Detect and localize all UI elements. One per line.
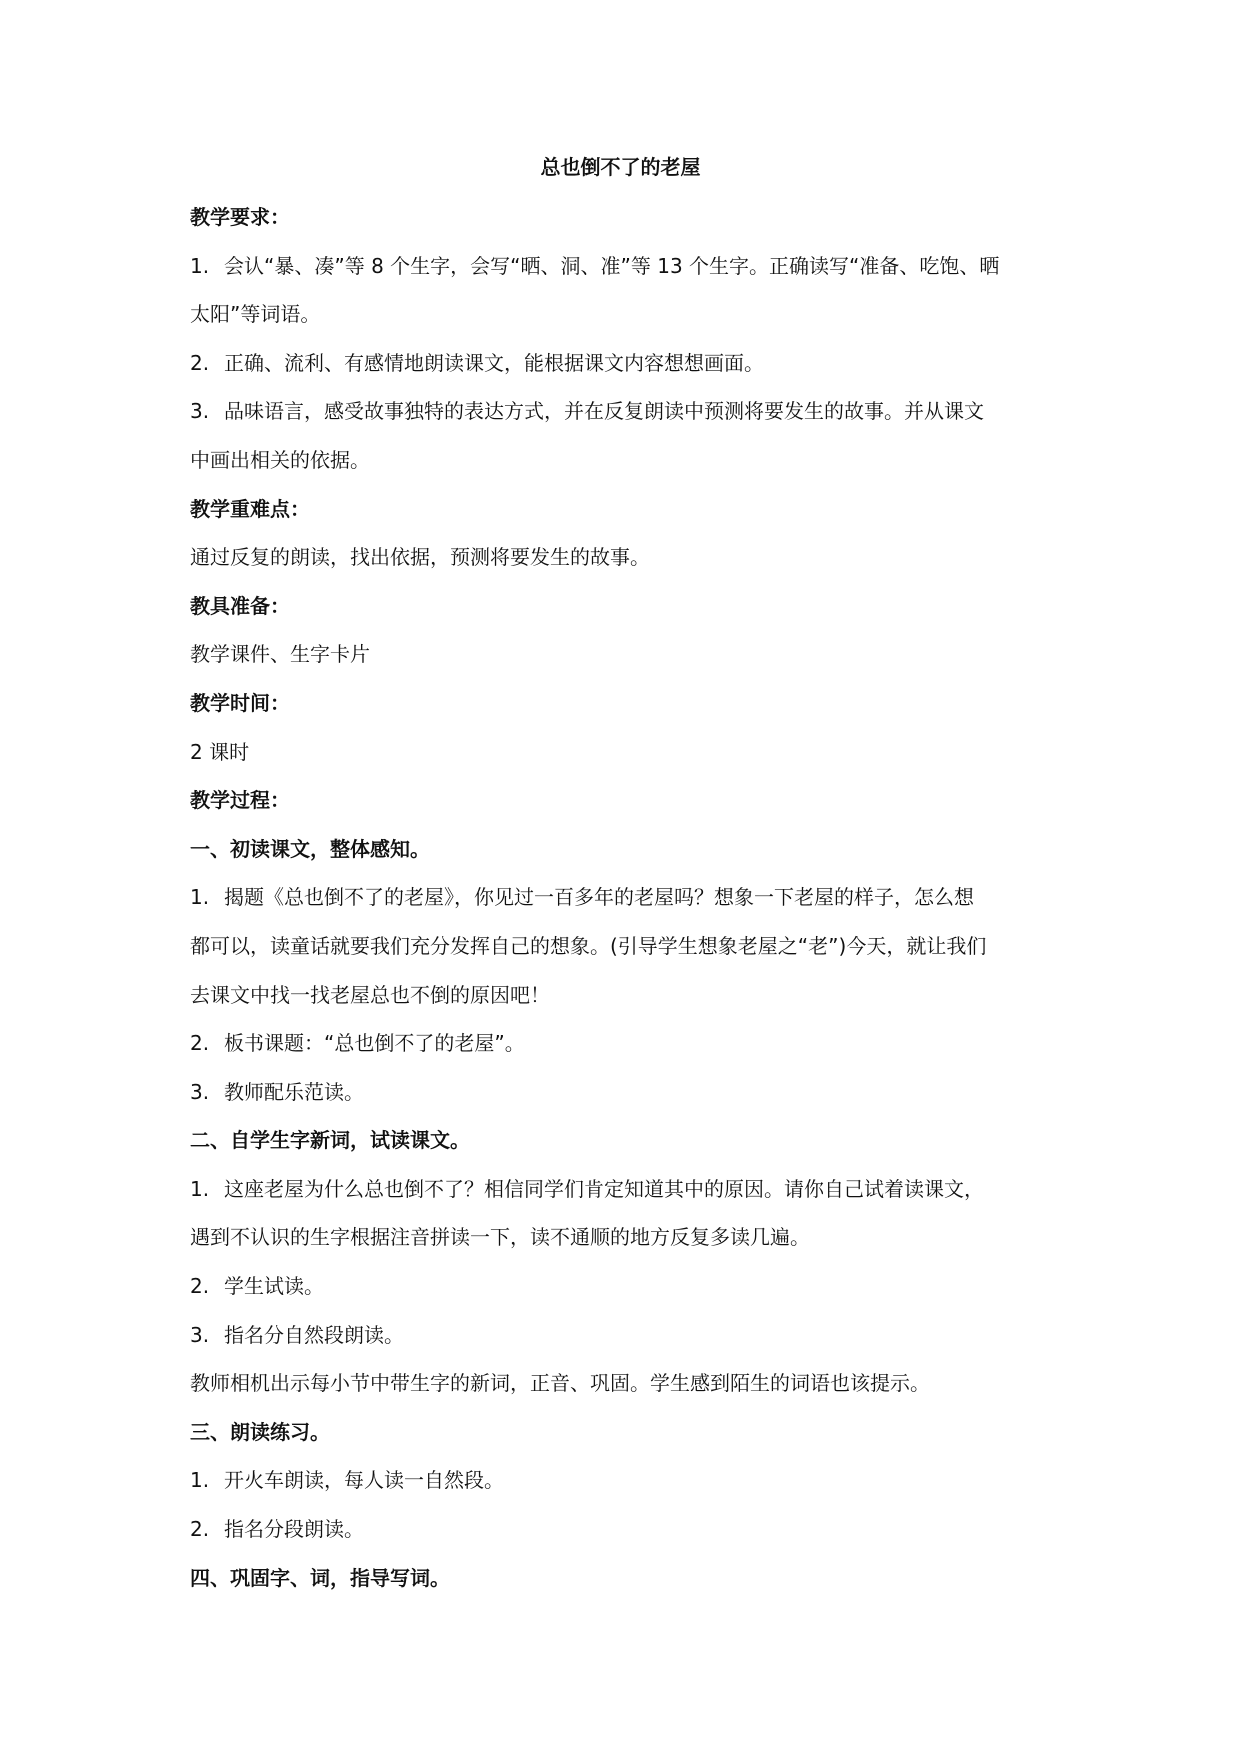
section-2-item-2 — [190, 1262, 1058, 1311]
requirement-2 — [190, 339, 1058, 388]
section-1-title: 一、初读课文，整体感知。 — [190, 836, 430, 861]
section-1-item-3 — [190, 1068, 1058, 1117]
section-1-item-1-line-2: 都可以，读童话就要我们充分发挥自己的想象。(引导学生想象老屋之“老”)今天，就让我们 — [190, 933, 987, 958]
requirement-text: 会认“暴、凑”等 8 个生字，会写“晒、洞、准”等 13 个生字。正确读写“准备、吃饱、晒 — [224, 253, 1000, 278]
section-4-title: 四、巩固字、词，指导写词。 — [190, 1565, 450, 1590]
teaching-tools-text: 教学课件、生字卡片 — [190, 642, 370, 667]
list-number: 1. — [190, 253, 210, 278]
list-number: 3. — [190, 1322, 210, 1347]
section-2-title: 二、自学生字新词，试读课文。 — [190, 1128, 470, 1153]
requirement-3-line-2: 中画出相关的依据。 — [190, 447, 370, 472]
list-number: 1. — [190, 1176, 210, 1201]
item-text: 开火车朗读，每人读一自然段。 — [224, 1468, 504, 1493]
section-2-item-3 — [190, 1311, 1058, 1360]
list-number: 2. — [190, 350, 210, 375]
section-1-item-1-line-3: 去课文中找一找老屋总也不倒的原因吧！ — [190, 982, 550, 1007]
section-2-item-1-line-2: 遇到不认识的生字根据注音拼读一下，读不通顺的地方反复多读几遍。 — [190, 1225, 810, 1250]
list-number: 1. — [190, 885, 210, 910]
heading-teaching-process: 教学过程： — [190, 788, 290, 813]
section-3-item-2 — [190, 1505, 1058, 1554]
list-number: 2. — [190, 1031, 210, 1056]
heading-teaching-tools: 教具准备： — [190, 593, 290, 618]
list-number: 2. — [190, 1274, 210, 1299]
requirement-1-line-1 — [190, 242, 1058, 291]
item-text: 揭题《总也倒不了的老屋》，你见过一百多年的老屋吗？想象一下老屋的样子，怎么想 — [224, 885, 974, 910]
list-number: 3. — [190, 399, 210, 424]
document-title: 总也倒不了的老屋 — [540, 155, 701, 179]
requirement-text: 品味语言，感受故事独特的表达方式，并在反复朗读中预测将要发生的故事。并从课文 — [224, 399, 984, 424]
section-1-item-2 — [190, 1019, 1058, 1068]
requirement-3-line-1 — [190, 387, 1058, 436]
item-text: 学生试读。 — [224, 1274, 324, 1299]
item-text: 这座老屋为什么总也倒不了？相信同学们肯定知道其中的原因。请你自己试着读课文， — [224, 1176, 984, 1201]
requirement-1-line-2: 太阳”等词语。 — [190, 302, 321, 327]
section-1-item-1-line-1 — [190, 873, 1058, 922]
heading-teaching-time: 教学时间： — [190, 690, 290, 715]
requirement-text: 正确、流利、有感情地朗读课文，能根据课文内容想想画面。 — [224, 350, 764, 375]
item-text: 指名分自然段朗读。 — [224, 1322, 404, 1347]
heading-teaching-requirements: 教学要求： — [190, 205, 290, 229]
item-text: 教师配乐范读。 — [224, 1079, 364, 1104]
document-body — [190, 193, 1058, 1602]
list-number: 2. — [190, 1517, 210, 1542]
key-points-text: 通过反复的朗读，找出依据，预测将要发生的故事。 — [190, 545, 650, 570]
item-text: 板书课题：“总也倒不了的老屋”。 — [224, 1031, 525, 1056]
section-3-title: 三、朗读练习。 — [190, 1419, 330, 1444]
heading-key-points: 教学重难点： — [190, 496, 310, 521]
section-2-item-1-line-1 — [190, 1165, 1058, 1214]
list-number: 3. — [190, 1079, 210, 1104]
section-3-item-1 — [190, 1456, 1058, 1505]
list-number: 1. — [190, 1468, 210, 1493]
item-text: 指名分段朗读。 — [224, 1517, 364, 1542]
teaching-time-text: 2 课时 — [190, 739, 250, 764]
section-2-note: 教师相机出示每小节中带生字的新词，正音、巩固。学生感到陌生的词语也该提示。 — [190, 1371, 930, 1396]
